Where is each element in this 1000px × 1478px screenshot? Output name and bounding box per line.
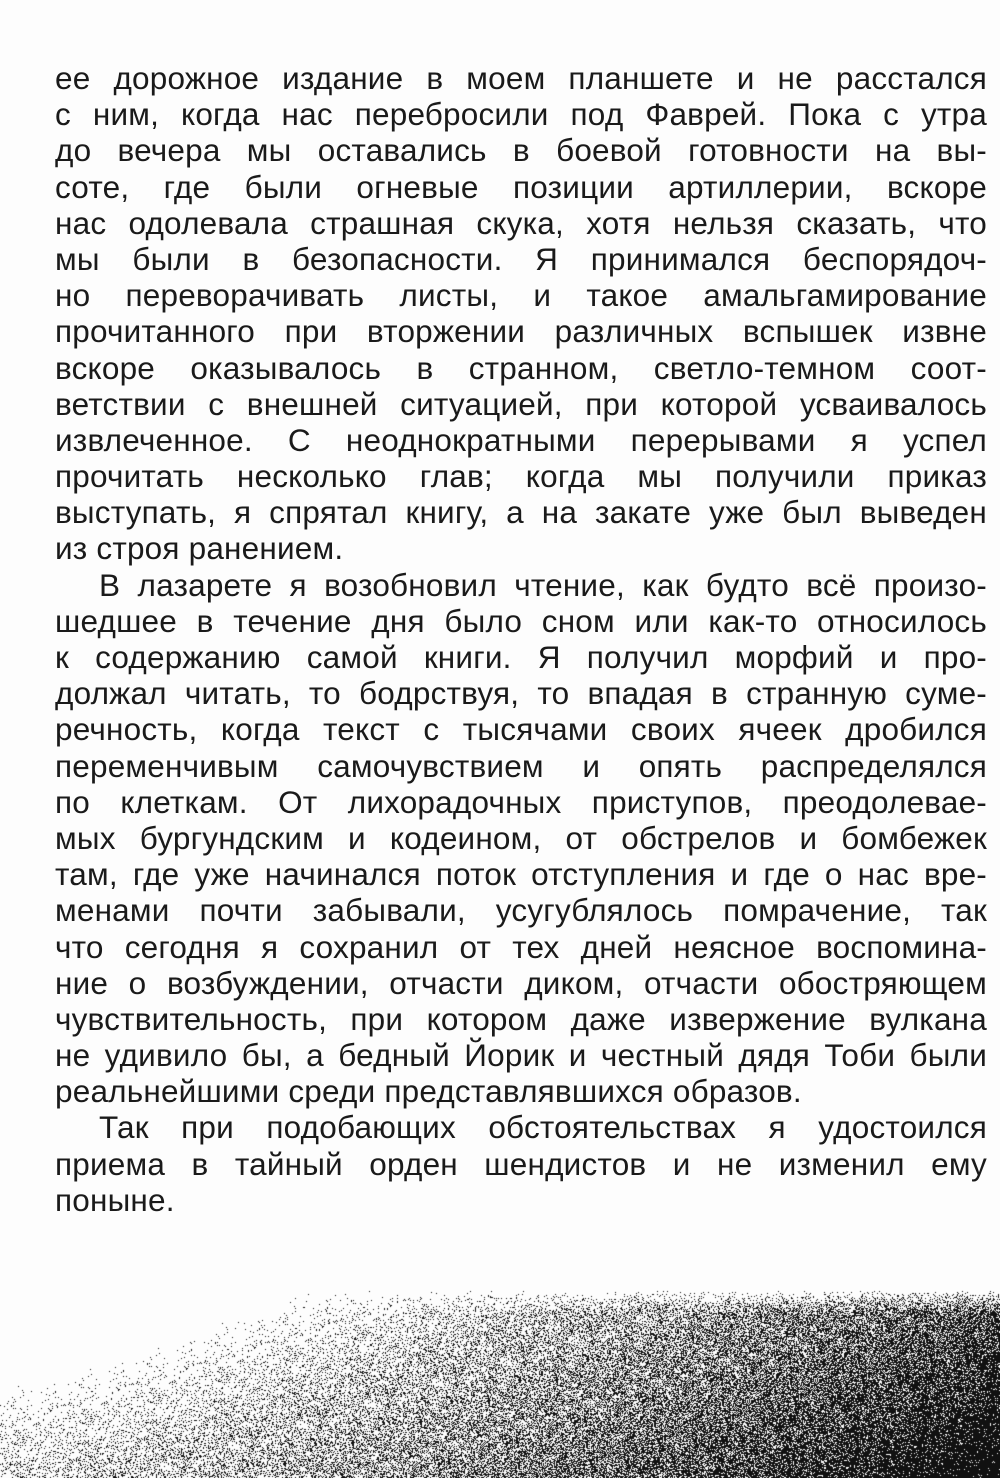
body-text [55,60,987,1218]
text-line: мых бургундским и кодеином, от обстрелов и бомбежек [55,819,987,856]
paragraph [55,60,987,567]
text-line: к содержанию самой книги. Я получил морфий и про- [55,639,987,675]
paragraph [55,1109,987,1218]
text-line: но переворачивать листы, и такое амальгамирование [55,277,987,314]
text-line: до вечера мы оставались в боевой готовности на вы- [55,132,987,169]
text-line: должал читать, то бодрствуя, то впадая в странную суме- [55,675,987,712]
text-line: из строя ранением. [55,530,344,567]
text-line: В лазарете я возобновил чтение, как будто всё произо- [99,566,987,603]
text-line: реальнейшими среди представлявшихся образов. [55,1073,802,1110]
text-line: шедшее в течение дня было сном или как-то относилось [55,602,987,639]
text-line: что сегодня я сохранил от тех дней неясное воспомина- [55,928,987,965]
text-line: по клеткам. От лихорадочных приступов, преодолевае- [55,783,987,820]
text-line: вскоре оказывалось в странном, светло-темном соот- [55,349,987,386]
text-line: ветствии с внешней ситуацией, при которой усваивалось [55,385,987,422]
text-line: выступать, я спрятал книгу, а на закате уже был выведен [55,494,987,531]
text-line: прочитать несколько глав; когда мы получили приказ [55,458,987,495]
text-line: мы были в безопасности. Я принимался беспорядоч- [55,240,987,277]
paragraph [55,567,987,1110]
text-line: с ним, когда нас перебросили под Фаврей. Пока с утра [55,96,987,133]
text-line: прочитанного при вторжении различных вспышек извне [55,313,987,350]
text-line: менами почти забывали, усугублялось помрачение, так [55,892,987,929]
text-line: нас одолевала страшная скука, хотя нельзя сказать, что [55,204,987,241]
text-line: ее дорожное издание в моем планшете и не расстался [55,60,987,96]
text-line: извлеченное. С неоднократными перерывами я успел [55,421,987,458]
text-line: там, где уже начинался поток отступления и где о нас вре- [55,856,987,893]
text-line: речность, когда текст с тысячами своих ячеек дробился [55,711,987,748]
text-line: соте, где были огневые позиции артиллерии, вскоре [55,168,987,205]
text-line: поныне. [55,1181,175,1218]
text-line: ние о возбуждении, отчасти диком, отчасти обостряющем [55,964,987,1001]
text-line: переменчивым самочувствием и опять распределялся [55,747,987,784]
text-line: Так при подобающих обстоятельствах я удостоился [99,1109,987,1146]
text-line: приема в тайный орден шендистов и не изменил ему [55,1145,987,1182]
text-line: чувствительность, при котором даже извержение вулкана [55,1000,987,1037]
text-line: не удивило бы, а бедный Йорик и честный дядя Тоби были [55,1037,987,1074]
halftone-gradient-decoration [0,1290,1000,1478]
